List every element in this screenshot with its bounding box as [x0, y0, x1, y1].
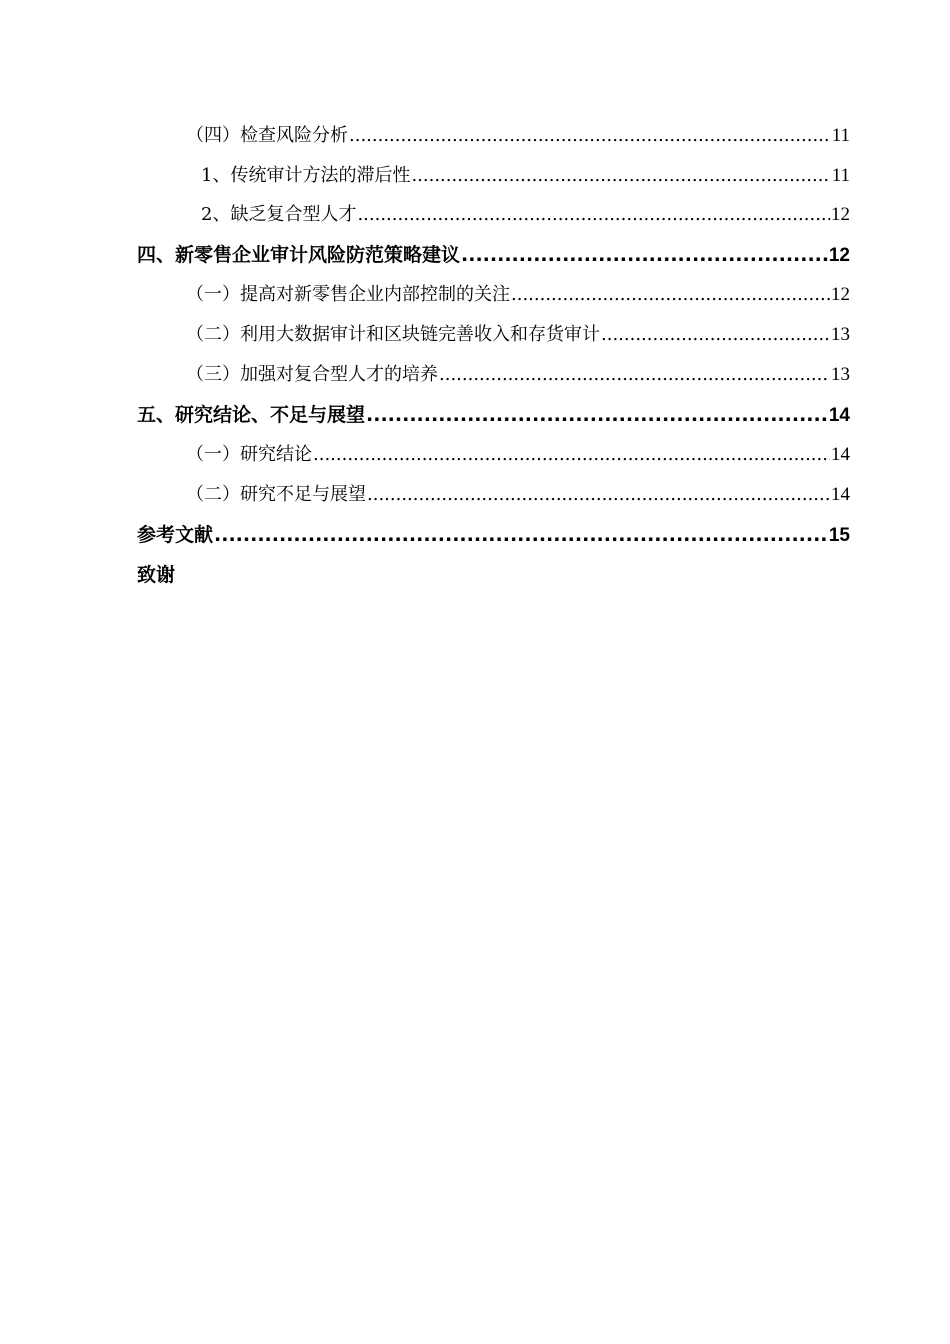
toc-entry-label: 致谢: [137, 564, 176, 586]
toc-entry-page: 11: [831, 165, 850, 186]
toc-entry[interactable]: [186, 121, 850, 151]
toc-leader-dots: [357, 200, 830, 230]
toc-entry-page: 12: [831, 204, 850, 225]
toc-chapter-entry[interactable]: [137, 520, 850, 550]
toc-entry-page: 15: [828, 525, 850, 546]
toc-leader-dots: [411, 161, 830, 191]
toc-entry[interactable]: [186, 360, 850, 390]
toc-entry-page: 13: [831, 324, 850, 345]
toc-leader-dots: [214, 520, 828, 550]
toc-entry-page: 12: [828, 245, 850, 266]
toc-entry-label: 2、缺乏复合型人才: [201, 204, 357, 225]
toc-leader-dots: [461, 240, 828, 270]
toc-entry-label: 四、新零售企业审计风险防范策略建议: [137, 244, 461, 266]
toc-leader-dots: [313, 440, 830, 470]
toc-entry-label: （一）研究结论: [186, 444, 312, 465]
toc-entry-label: 1、传统审计方法的滞后性: [201, 165, 411, 186]
toc-chapter-entry[interactable]: [137, 400, 850, 430]
toc-entry-page: 14: [828, 405, 850, 426]
toc-entry[interactable]: [186, 280, 850, 310]
toc-entry-page: 12: [831, 284, 850, 305]
toc-entry-label: （三）加强对复合型人才的培养: [186, 364, 438, 385]
toc-entry-page: 11: [831, 125, 850, 146]
toc-entry[interactable]: [201, 200, 850, 230]
toc-chapter-entry[interactable]: [137, 560, 175, 590]
toc-leader-dots: [349, 121, 831, 151]
toc-entry[interactable]: [186, 320, 850, 350]
toc-entry[interactable]: [186, 440, 850, 470]
toc-entry[interactable]: [186, 480, 850, 510]
toc-leader-dots: [367, 480, 830, 510]
toc-leader-dots: [601, 320, 830, 350]
toc-entry-page: 14: [831, 484, 850, 505]
toc-chapter-entry[interactable]: [137, 240, 850, 270]
toc-leader-dots: [439, 360, 830, 390]
toc-leader-dots: [511, 280, 830, 310]
toc-entry-label: （二）研究不足与展望: [186, 484, 366, 505]
toc-entry-label: 参考文献: [137, 524, 214, 546]
toc-entry-label: 五、研究结论、不足与展望: [137, 404, 366, 426]
toc-entry-page: 14: [831, 444, 850, 465]
toc-entry[interactable]: [201, 161, 850, 191]
toc-entry-page: 13: [831, 364, 850, 385]
toc-entry-label: （二）利用大数据审计和区块链完善收入和存货审计: [186, 324, 600, 345]
toc-entry-label: （一）提高对新零售企业内部控制的关注: [186, 284, 510, 305]
toc-entry-label: （四）检查风险分析: [186, 125, 348, 146]
toc-leader-dots: [366, 400, 828, 430]
